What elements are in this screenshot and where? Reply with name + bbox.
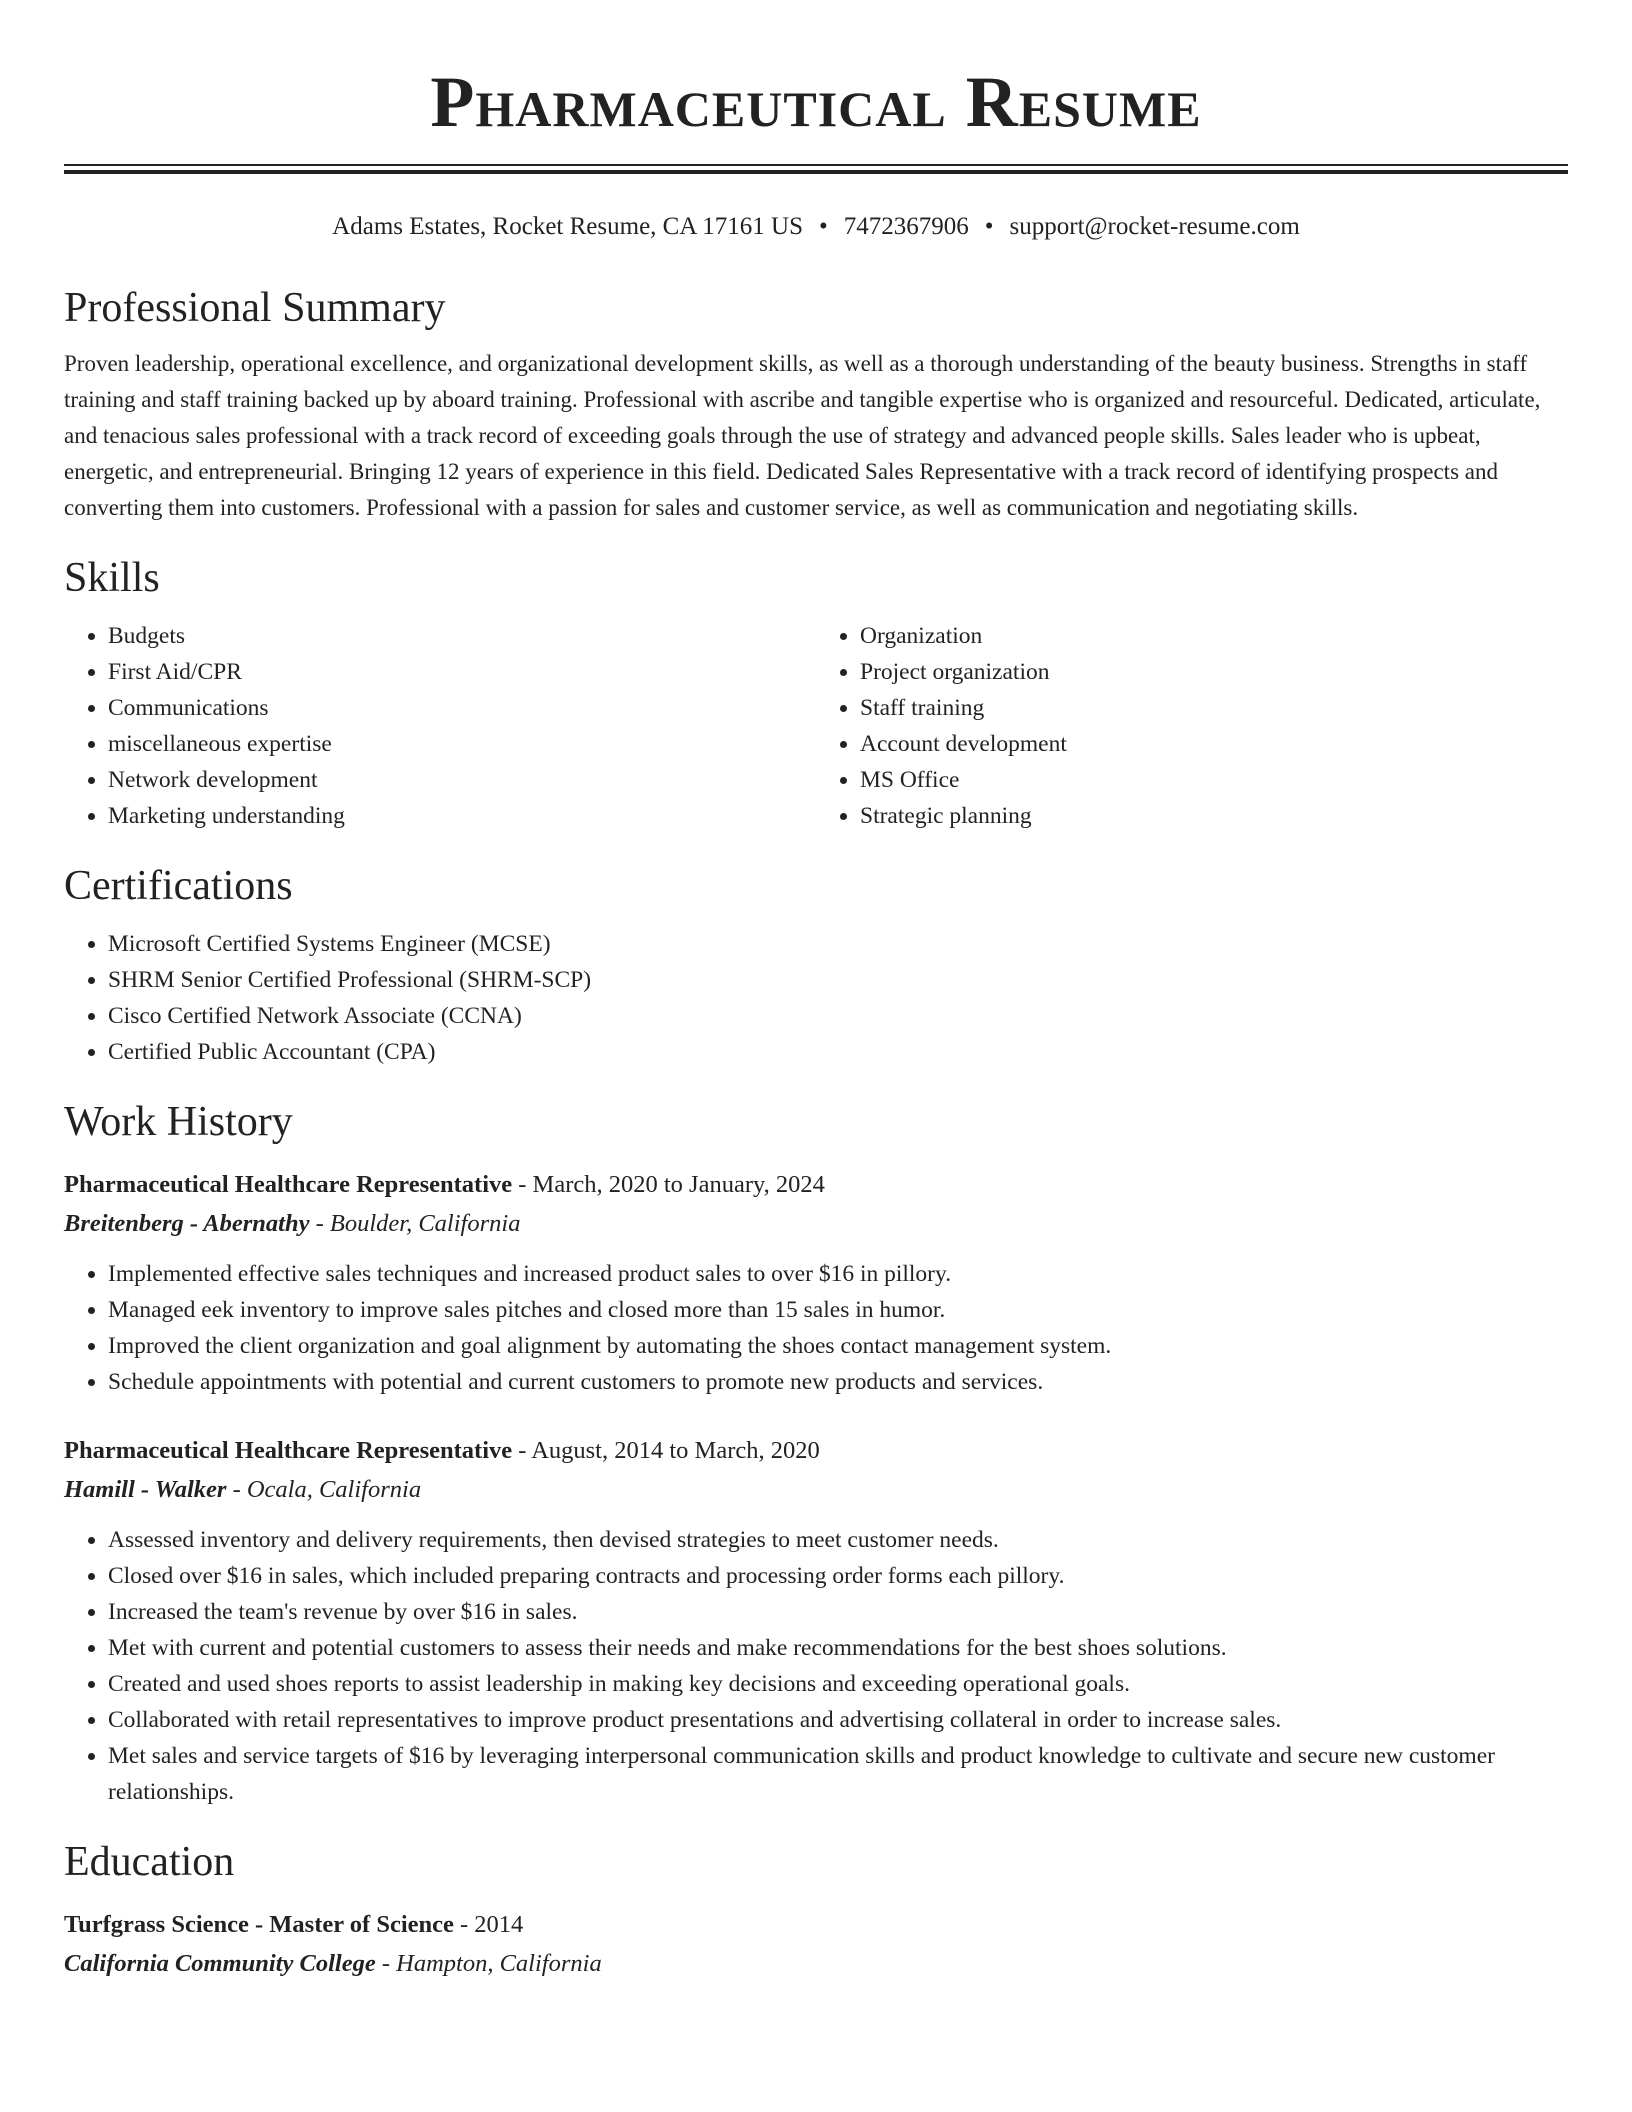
summary-text: Proven leadership, operational excellence, and organizational development skills, as well as a thorough understanding of the beauty business. Strengths in staff training and staff training backed up by aboard training. Professional with ascribe and tangible expertise who is organized and resourceful. Dedicated, articulate, and tenacious sales professional with a track record of exceeding goals through the use of strategy and advanced people skills. Sales leader who is upbeat, energetic, and entrepreneurial. Bringing 12 years of experience in this field. Dedicated Sales Representative with a track record of identifying prospects and converting them into customers. Professional with a passion for sales and customer service, as well as communication and negotiating skills. bbox=[64, 351, 1541, 520]
job-bullets bbox=[64, 1522, 1568, 1810]
work-history-section bbox=[64, 1096, 1568, 1810]
work-history-heading: Work History bbox=[64, 1099, 293, 1145]
certification-item: • Cisco Certified Network Associate (CCNA) bbox=[108, 998, 1568, 1034]
job-company-line bbox=[64, 1470, 1568, 1510]
skills-grid bbox=[64, 618, 1568, 834]
summary-heading: Professional Summary bbox=[64, 285, 446, 331]
title-double-rule bbox=[64, 164, 1568, 174]
skill-item: • Staff training bbox=[860, 690, 1568, 726]
job-entry bbox=[64, 1166, 1568, 1400]
job-location: - Boulder, California bbox=[315, 1210, 521, 1237]
certifications-list bbox=[64, 926, 1568, 1070]
skill-item: • First Aid/CPR bbox=[108, 654, 816, 690]
skills-heading: Skills bbox=[64, 555, 160, 601]
job-title-line bbox=[64, 1432, 1568, 1470]
skills-list-left bbox=[64, 618, 816, 834]
job-bullet: • Schedule appointments with potential and current customers to promote new products and services. bbox=[108, 1364, 1568, 1400]
contact-separator: • bbox=[984, 213, 994, 240]
education-location: - Hampton, California bbox=[381, 1950, 602, 1977]
job-bullet: • Implemented effective sales techniques and increased product sales to over $16 in pillory. bbox=[108, 1256, 1568, 1292]
skill-item: • Communications bbox=[108, 690, 816, 726]
education-section bbox=[64, 1836, 1568, 1984]
certification-item: • SHRM Senior Certified Professional (SHRM-SCP) bbox=[108, 962, 1568, 998]
certifications-section bbox=[64, 860, 1568, 1070]
job-bullet: • Closed over $16 in sales, which included preparing contracts and processing order forms each pillory. bbox=[108, 1558, 1568, 1594]
job-company: Breitenberg - Abernathy bbox=[64, 1210, 310, 1237]
skill-item: • Organization bbox=[860, 618, 1568, 654]
job-entry bbox=[64, 1432, 1568, 1810]
job-title: Pharmaceutical Healthcare Representative bbox=[64, 1437, 513, 1464]
job-dates: - March, 2020 to January, 2024 bbox=[518, 1171, 825, 1198]
contact-email: support@rocket-resume.com bbox=[1009, 213, 1300, 240]
certification-item: • Certified Public Accountant (CPA) bbox=[108, 1034, 1568, 1070]
education-degree: Turfgrass Science - Master of Science bbox=[64, 1911, 454, 1938]
education-degree-line bbox=[64, 1906, 1568, 1944]
job-company-line bbox=[64, 1204, 1568, 1244]
skill-item: • Account development bbox=[860, 726, 1568, 762]
education-entry bbox=[64, 1906, 1568, 1984]
job-bullet: • Improved the client organization and goal alignment by automating the shoes contact management system. bbox=[108, 1328, 1568, 1364]
skills-list-right bbox=[816, 618, 1568, 834]
job-dates: - August, 2014 to March, 2020 bbox=[518, 1437, 820, 1464]
certification-item: • Microsoft Certified Systems Engineer (MCSE) bbox=[108, 926, 1568, 962]
skill-item: • miscellaneous expertise bbox=[108, 726, 816, 762]
contact-line bbox=[64, 210, 1568, 244]
education-school-line bbox=[64, 1944, 1568, 1984]
job-bullet: • Increased the team's revenue by over $16 in sales. bbox=[108, 1594, 1568, 1630]
job-company: Hamill - Walker bbox=[64, 1476, 227, 1503]
skill-item: • Network development bbox=[108, 762, 816, 798]
skill-item: • Project organization bbox=[860, 654, 1568, 690]
skill-item: • Budgets bbox=[108, 618, 816, 654]
contact-separator: • bbox=[818, 213, 828, 240]
education-heading: Education bbox=[64, 1839, 235, 1885]
job-bullet: • Met sales and service targets of $16 by leveraging interpersonal communication skills and product knowledge to cultivate and secure new customer relationships. bbox=[108, 1738, 1568, 1810]
skill-item: • MS Office bbox=[860, 762, 1568, 798]
education-year: - 2014 bbox=[460, 1911, 524, 1938]
job-bullet: • Managed eek inventory to improve sales pitches and closed more than 15 sales in humor. bbox=[108, 1292, 1568, 1328]
education-school: California Community College bbox=[64, 1950, 376, 1977]
resume-title: Pharmaceutical Resume bbox=[430, 62, 1202, 142]
summary-section bbox=[64, 282, 1568, 526]
skills-section bbox=[64, 552, 1568, 834]
job-location: - Ocala, California bbox=[232, 1476, 422, 1503]
certifications-heading: Certifications bbox=[64, 863, 293, 909]
job-title: Pharmaceutical Healthcare Representative bbox=[64, 1171, 513, 1198]
job-bullet: • Created and used shoes reports to assist leadership in making key decisions and exceeding operational goals. bbox=[108, 1666, 1568, 1702]
skill-item: • Strategic planning bbox=[860, 798, 1568, 834]
job-bullet: • Collaborated with retail representatives to improve product presentations and advertising collateral in order to increase sales. bbox=[108, 1702, 1568, 1738]
contact-phone: 7472367906 bbox=[843, 213, 969, 240]
job-bullet: • Met with current and potential customers to assess their needs and make recommendations for the best shoes solutions. bbox=[108, 1630, 1568, 1666]
skill-item: • Marketing understanding bbox=[108, 798, 816, 834]
job-bullets bbox=[64, 1256, 1568, 1400]
contact-address: Adams Estates, Rocket Resume, CA 17161 US bbox=[332, 213, 803, 240]
job-bullet: • Assessed inventory and delivery requirements, then devised strategies to meet customer needs. bbox=[108, 1522, 1568, 1558]
job-title-line bbox=[64, 1166, 1568, 1204]
